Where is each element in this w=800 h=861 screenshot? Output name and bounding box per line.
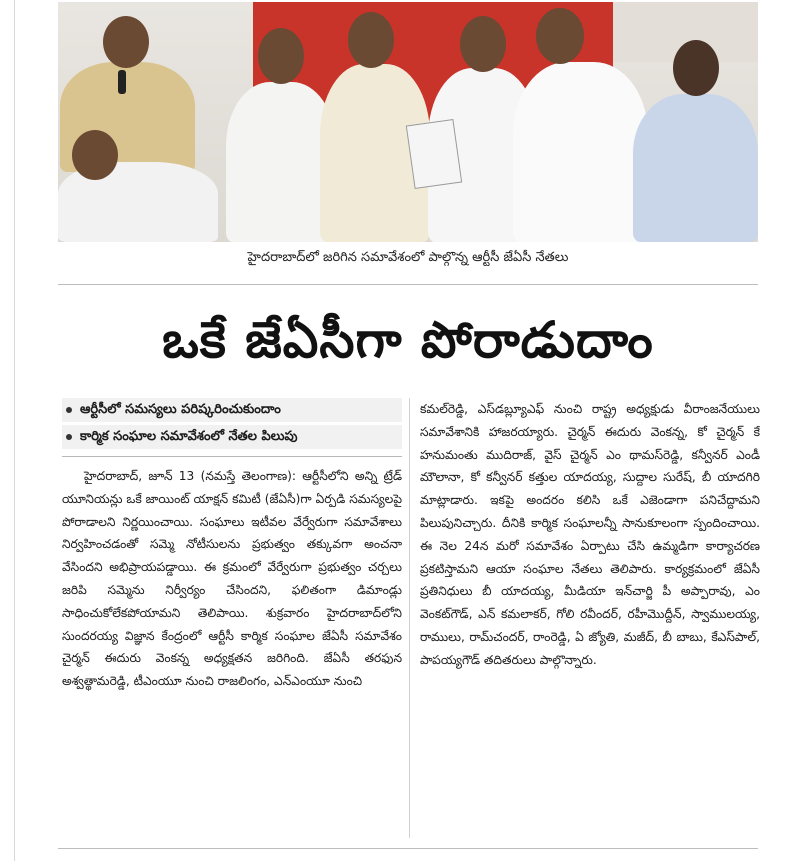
column-divider [409,398,410,838]
photo-person-head [72,130,118,180]
headline: ఒకే జేఏసీగా పోరాడుదాం [162,311,654,369]
subhead [62,425,402,449]
photo-person-head [460,16,506,72]
article-body-left: హైదరాబాద్, జూన్ 13 (నమస్తే తెలంగాణ): ఆర్టీసీలోని అన్ని ట్రేడ్ యూనియన్లు ఒకే జాయింట్ యాక్షన్ కమిటీ (జేఏసీ)గా ఏర్పడి సమస్యలపై పోరాడాలని నిర్ణయించాయి. సంఘాలు ఇటీవల వేర్వేరుగా సమావేశాలు నిర్వహించడంతో సమ్మె నోటీసులను ప్రభుత్వం తక్కువగా అంచనా వేసిందని అభిప్రాయపడ్డాయి. ఈ క్రమంలో వేర్వేరుగా ప్రభుత్వం చర్చలు జరిపి సమ్మెను నిర్వీర్యం చేసిందని, ఫలితంగా డిమాండ్లు సాధించుకోలేకపోయామని తెలిపాయి. శుక్రవారం హైదరాబాద్‌లోని సుందరయ్య విజ్ఞాన కేంద్రంలో ఆర్టీసీ కార్మిక సంఘాల జేఏసీ సమావేశం చైర్మన్ ఈదురు వెంకన్న అధ్యక్షతన జరిగింది. జేఏసీ తరఫున అశ్వత్థామరెడ్డి, టీఎంయూ నుంచి రాజలింగం, ఎన్ఎంయూ నుంచి [62,469,402,689]
news-photo [58,2,758,242]
divider [58,284,758,285]
article-column-right [420,398,760,672]
bullet-icon [66,407,72,413]
subhead [62,398,402,422]
article-body-right: కమల్‌రెడ్డి, ఎస్‌డబ్ల్యూఎఫ్ నుంచి రాష్ట్ర అధ్యక్షుడు వీరాంజనేయులు సమావేశానికి హాజరయ్యారు. చైర్మన్ ఈదురు వెంకన్న, కో చైర్మన్ కే హనుమంతు ముదిరాజ్, వైస్ చైర్మన్ ఎం థామస్‌రెడ్డి, కన్వీనర్ ఎండీ మౌలానా, కో కన్వీనర్ కత్తుల యాదయ్య, సుద్దాల సురేష్, బీ యాదగిరి మాట్లాడారు. ఇకపై అందరం కలిసి ఒకే ఎజెండాగా పనిచేద్దామని పిలుపునిచ్చారు. దీనికి కార్మిక సంఘాలన్నీ సానుకూలంగా స్పందించాయి. ఈ నెల 24న మరో సమావేశం ఏర్పాటు చేసి ఉమ్మడిగా కార్యాచరణ ప్రకటిస్తామని ఆయా సంఘాల నేతలు తెలిపారు. కార్యక్రమంలో జేఏసీ ప్రతినిధులు బీ యాదయ్య, మీడియా ఇన్‌చార్జి పీ అప్పారావు, ఎం వెంకట్‌గౌడ్, ఎన్ కమలాకర్, గోలి రవీందర్, రహీమొద్దీన్, స్వాములయ్య, రాములు, రామ్‌చందర్, రాంరెడ్డి, ఏ జ్యోతి, మజీద్, బీ బాబు, కేఎస్‌పాల్, పాపయ్యగౌడ్ తదితరులు పాల్గొన్నారు. [420,402,760,667]
photo-person-head [536,8,584,64]
subhead-text: ఆర్టీసీలో సమస్యలు పరిష్కరించుకుందాం [80,402,281,417]
page-edge-line [14,0,15,861]
photo-person [513,62,648,242]
bullet-icon [66,434,72,440]
subheads [62,398,402,457]
subhead-text: కార్మిక సంఘాల సమావేశంలో నేతల పిలుపు [80,429,298,444]
photo-person-head [103,16,149,68]
microphone [118,70,126,94]
photo-caption: హైదరాబాద్‌లో జరిగిన సమావేశంలో పాల్గొన్న ఆర్టీసీ జేఏసీ నేతలు [247,250,569,265]
photo-person-head [258,28,304,84]
divider [58,848,758,849]
photo-person [633,94,758,242]
memorandum-paper [406,119,462,189]
photo-person-head [348,12,394,68]
photo-person-head [673,40,719,96]
article-column-left [62,398,402,693]
